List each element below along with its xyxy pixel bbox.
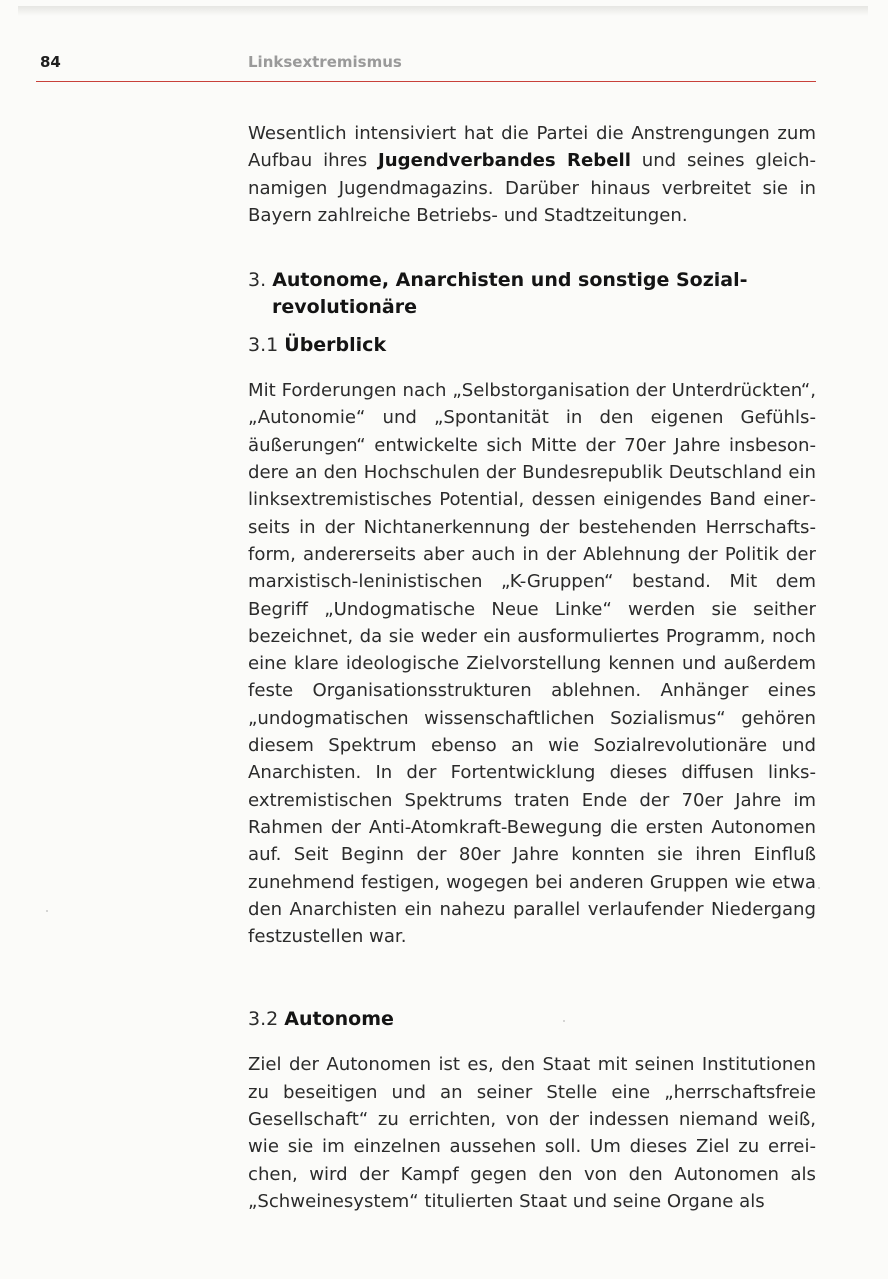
section-3-1-title: Überblick [284,334,387,357]
paragraph-intro-text-2: und seines gleichnamigen Jugendmagazins. Darüber hinaus verbreitet sie in Bayern zahlreiche Betriebs- und Stadtzeitungen. [248,150,817,226]
bold-term-jugendverband: Jugendverbandes Rebell [378,150,631,172]
section-3-heading [248,267,772,321]
section-3-title: Autonome, Anarchisten und sonstige Sozialrevolutionäre [272,269,748,319]
section-3-number: 3. [248,269,267,292]
paragraph-intro [248,120,816,229]
section-3-2-number: 3.2 [248,1008,279,1031]
scan-speck [818,887,820,889]
section-3-1-number: 3.1 [248,334,279,357]
page-content [248,120,816,1215]
header-rule [36,81,816,82]
paragraph-autonome: Ziel der Autonomen ist es, den Staat mit seinen Institutionen zu beseitigen und an seiner Stelle eine „herrschaftsfreie Gesellschaft“ zu errichten, von der indessen niemand weiß, wie sie im einzelnen aussehen soll. Um dieses Ziel zu erreichen, wird der Kampf gegen den von den Autonomen als „Schweinesystem“ titulierten Staat und seine Organe als [248,1054,816,1212]
section-3-2-title: Autonome [284,1008,394,1031]
scan-speck [563,1020,565,1022]
section-3-1-heading [248,332,816,359]
paragraph-overview: Mit Forderungen nach „Selbstorganisation der Unterdrückten“, „Autonomie“ und „Spontanität in den eigenen Gefühlsäußerungen“ entwickelte sich Mitte der 70er Jahre insbesondere an den Hochschulen der Bundesrepublik Deutschland ein linksextremistisches Potential, dessen einigendes Band einerseits in der Nichtanerkennung der bestehenden Herrschaftsform, andererseits aber auch in der Ablehnung der Politik der marxistisch-leninistischen „K-Gruppen“ bestand. Mit dem Begriff „Undogmatische Neue Linke“ werden sie seither bezeichnet, da sie weder ein ausformuliertes Programm, noch eine klare ideologische Zielvorstellung kennen und außerdem feste Organisationsstrukturen ablehnen. Anhänger eines „undogmatischen wissenschaftlichen Sozialismus“ gehören diesem Spektrum ebenso an wie Sozialrevolutionäre und Anarchisten. In der Fortentwicklung dieses diffusen linksextremistischen Spektrums traten Ende der 70er Jahre im Rahmen der Anti-Atomkraft-Bewegung die ersten Autonomen auf. Seit Beginn der 80er Jahre konnten sie ihren Einfluß zunehmend festigen, wogegen bei anderen Gruppen wie etwa den Anarchisten ein nahezu parallel verlaufender Niedergang festzustellen war. [248,380,816,948]
section-3-2-heading [248,1006,816,1033]
running-title: Linksextremismus [248,53,402,71]
paragraph-intro-text-1: Wesentlich intensiviert hat die Partei die Anstrengungen zum Aufbau ihres [248,123,816,172]
scan-top-edge [18,6,868,16]
scan-speck [46,910,48,912]
page-number: 84 [40,53,61,71]
